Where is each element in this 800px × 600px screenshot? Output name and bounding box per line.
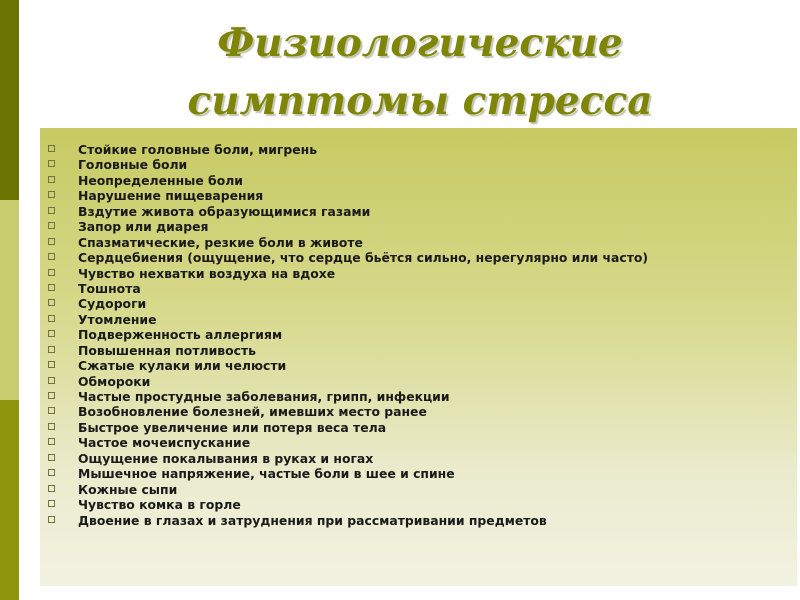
list-item-text: Стойкие головные боли, мигрень [78,142,318,157]
list-item [48,142,648,157]
bullet-icon [48,238,55,245]
bullet-icon [48,330,55,337]
list-item [48,497,648,512]
list-item [48,466,648,481]
list-item [48,451,648,466]
bullet-icon [48,469,55,476]
bullet-icon [48,253,55,260]
list-item [48,389,648,404]
list-item-text: Головные боли [78,157,188,173]
list-item-text: Кожные сыпи [78,481,178,497]
bullet-icon [48,500,55,507]
list-item [48,404,648,419]
bullet-icon [48,516,55,523]
list-item [48,173,648,188]
list-item-text: Запор или диарея [78,219,209,235]
list-item-text: Возобновление болезней, имевших место ранее [78,404,427,420]
bullet-icon [48,145,55,152]
list-item [48,482,648,497]
list-item [48,157,648,172]
list-item [48,420,648,435]
list-item-text: Ощущение покалывания в руках и ногах [78,450,374,466]
list-item [48,235,648,250]
list-item-text: Подверженность аллергиям [78,327,283,343]
list-item-text: Обмороки [78,373,151,389]
bullet-icon [48,346,55,353]
bullet-icon [48,269,55,276]
list-item-text: Чувство нехватки воздуха на вдохе [78,265,336,281]
list-item [48,266,648,281]
bullet-icon [48,299,55,306]
list-item-text: Сжатые кулаки или челюсти [78,358,287,374]
list-item [48,343,648,358]
list-item [48,374,648,389]
bullet-icon [48,485,55,492]
list-item-text: Чувство комка в горле [78,497,241,513]
list-item-text: Вздутие живота образующимися газами [78,203,371,219]
list-item-text: Нарушение пищеварения [78,188,264,204]
bullet-icon [48,454,55,461]
bullet-icon [48,423,55,430]
list-item-text: Спазматические, резкие боли в животе [78,234,363,250]
symptom-list [48,142,648,528]
list-item [48,327,648,342]
bullet-icon [48,377,55,384]
list-item-text: Тошнота [78,280,141,296]
list-item [48,281,648,296]
list-item-text: Мышечное напряжение, частые боли в шее и спине [78,466,455,482]
content-panel [40,128,797,586]
list-item-text: Быстрое увеличение или потеря веса тела [78,419,387,435]
bullet-icon [48,392,55,399]
list-item [48,435,648,450]
title-line-1: Физиологические [217,20,623,66]
bullet-icon [48,176,55,183]
list-item [48,296,648,311]
list-item-text: Сердцебиения (ощущение, что сердце бьётся сильно, нерегулярно или часто) [78,250,649,266]
bullet-icon [48,222,55,229]
bullet-icon [48,191,55,198]
side-bar-middle [0,200,19,400]
list-item-text: Утомление [78,311,157,327]
slide-title [40,14,800,130]
list-item [48,204,648,219]
list-item [48,219,648,234]
bullet-icon [48,207,55,214]
title-line-2: симптомы стресса [187,78,653,124]
list-item-text: Частые простудные заболевания, грипп, инфекции [78,389,450,404]
bullet-icon [48,361,55,368]
bullet-icon [48,284,55,291]
list-item [48,250,648,265]
list-item-text: Судороги [78,296,147,312]
bullet-icon [48,438,55,445]
list-item [48,358,648,373]
list-item [48,188,648,203]
list-item [48,513,648,528]
list-item-text: Повышенная потливость [78,342,256,358]
bullet-icon [48,315,55,322]
list-item-text: Двоение в глазах и затруднения при рассматривании предметов [78,512,547,528]
bullet-icon [48,160,55,167]
list-item-text: Частое мочеиспускание [78,435,251,451]
list-item-text: Неопределенные боли [78,172,243,188]
side-bar-top [0,0,19,200]
bullet-icon [48,407,55,414]
side-bar-bottom [0,400,19,600]
list-item [48,312,648,327]
